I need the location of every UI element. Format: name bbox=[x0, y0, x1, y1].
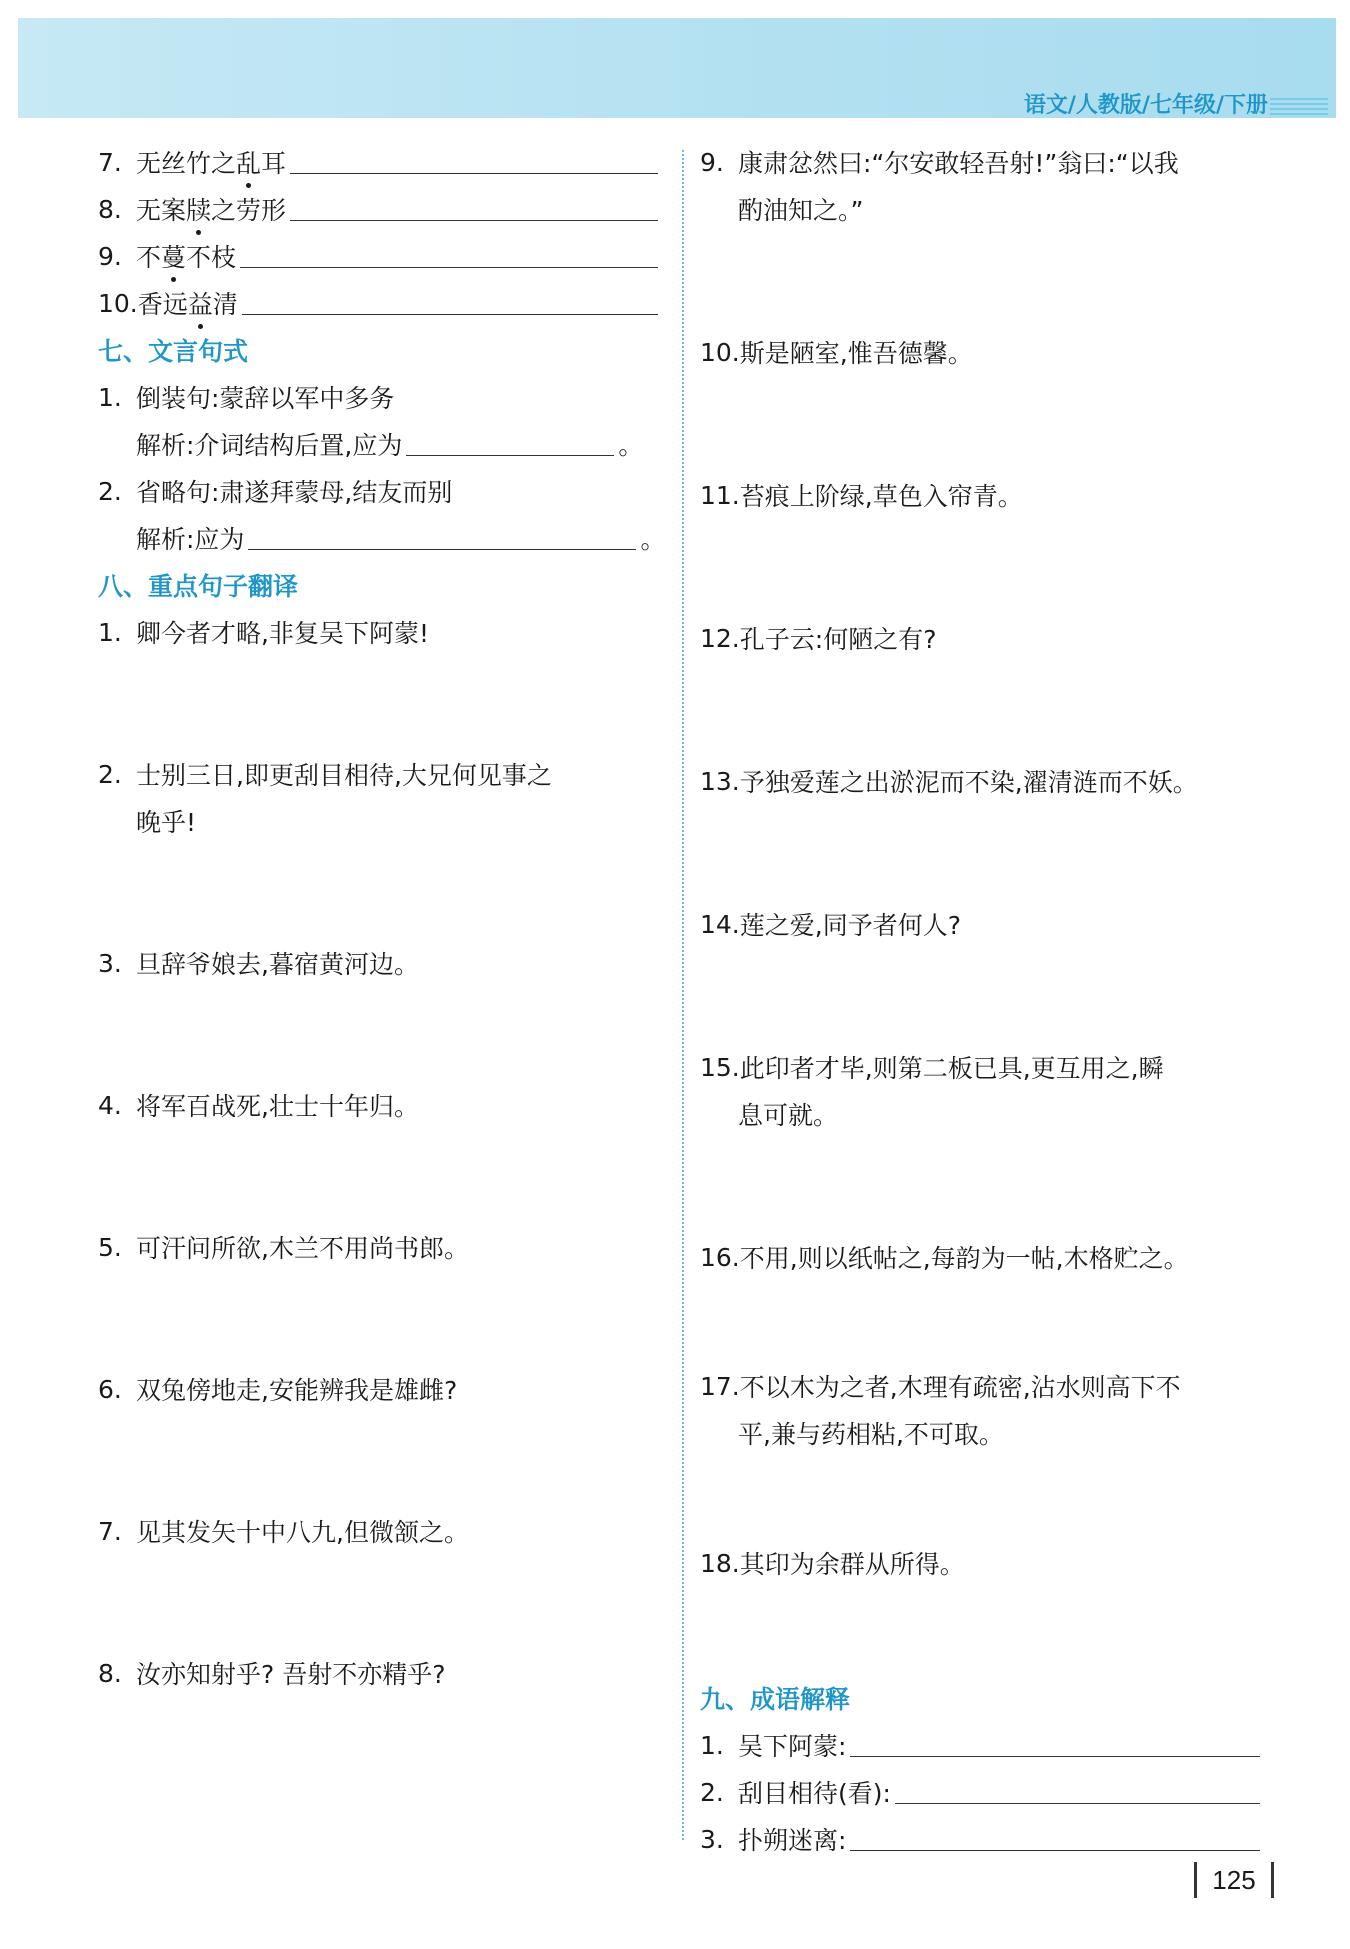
sentence-pattern-item: 1. 倒装句:蒙辞以军中多务 bbox=[98, 382, 395, 413]
answer-blank[interactable] bbox=[850, 1734, 1260, 1757]
translation-item: 6. 双兔傍地走,安能辨我是雄雌? bbox=[98, 1374, 458, 1405]
translation-item-continued: 息可就。 bbox=[738, 1101, 839, 1130]
translation-item: 9. 康肃忿然曰:“尔安敢轻吾射!”翁曰:“以我 bbox=[700, 147, 1179, 178]
translation-item: 10. 斯是陋室,惟吾德馨。 bbox=[700, 337, 973, 368]
answer-blank[interactable] bbox=[240, 245, 658, 268]
analysis-line: 解析:介词结构后置,应为 。 bbox=[136, 431, 644, 460]
translation-item: 15. 此印者才毕,则第二板已具,更互用之,瞬 bbox=[700, 1052, 1164, 1083]
translation-item: 12. 孔子云:何陋之有? bbox=[700, 623, 937, 654]
header-stripes bbox=[1270, 98, 1328, 116]
answer-blank[interactable] bbox=[895, 1781, 1260, 1804]
idiom-item: 2. 刮目相待(看): bbox=[700, 1772, 1260, 1812]
translation-item: 8. 汝亦知射乎? 吾射不亦精乎? bbox=[98, 1658, 446, 1689]
translation-item: 5. 可汗问所欲,木兰不用尚书郎。 bbox=[98, 1232, 469, 1263]
translation-item: 16. 不用,则以纸帖之,每韵为一帖,木格贮之。 bbox=[700, 1242, 1189, 1273]
section-heading-sentence-patterns: 七、文言句式 bbox=[98, 337, 249, 366]
translation-item: 14. 莲之爱,同予者何人? bbox=[700, 909, 961, 940]
answer-blank[interactable] bbox=[850, 1828, 1260, 1851]
page-number: 125 bbox=[1194, 1862, 1274, 1898]
column-divider bbox=[682, 150, 684, 1840]
translation-item: 17. 不以木为之者,木理有疏密,沾水则高下不 bbox=[700, 1371, 1181, 1402]
answer-blank[interactable] bbox=[248, 527, 636, 550]
vocab-item: 8. 无案 牍 之劳形 bbox=[98, 189, 658, 229]
idiom-item: 3. 扑朔迷离: bbox=[700, 1819, 1260, 1859]
section-heading-translation: 八、重点句子翻译 bbox=[98, 572, 299, 601]
translation-item: 1. 卿今者才略,非复吴下阿蒙! bbox=[98, 617, 429, 648]
answer-blank[interactable] bbox=[242, 292, 658, 315]
translation-item: 2. 士别三日,即更刮目相待,大兄何见事之 bbox=[98, 759, 552, 790]
analysis-line: 解析:应为 。 bbox=[136, 525, 666, 554]
sentence-pattern-item: 2. 省略句:肃遂拜蒙母,结友而别 bbox=[98, 476, 453, 507]
translation-item: 13. 予独爱莲之出淤泥而不染,濯清涟而不妖。 bbox=[700, 766, 1198, 797]
section-heading-idioms: 九、成语解释 bbox=[700, 1685, 851, 1714]
translation-item: 7. 见其发矢十中八九,但微颔之。 bbox=[98, 1516, 469, 1547]
translation-item: 11. 苔痕上阶绿,草色入帘青。 bbox=[700, 480, 1023, 511]
vocab-item: 7. 无丝竹之 乱 耳 bbox=[98, 142, 658, 182]
translation-item: 4. 将军百战死,壮士十年归。 bbox=[98, 1090, 419, 1121]
book-series-label: 语文/人教版/七年级/下册 bbox=[1023, 93, 1268, 118]
translation-item-continued: 平,兼与药相粘,不可取。 bbox=[738, 1420, 1004, 1449]
vocab-item: 10. 香远 益 清 bbox=[98, 283, 658, 323]
idiom-item: 1. 吴下阿蒙: bbox=[700, 1725, 1260, 1765]
answer-blank[interactable] bbox=[290, 198, 658, 221]
translation-item: 18. 其印为余群从所得。 bbox=[700, 1548, 965, 1579]
answer-blank[interactable] bbox=[290, 151, 658, 174]
vocab-item: 9. 不 蔓 不枝 bbox=[98, 236, 658, 276]
translation-item-continued: 晚乎! bbox=[136, 808, 197, 837]
answer-blank[interactable] bbox=[406, 433, 614, 456]
translation-item-continued: 酌油知之。” bbox=[738, 196, 864, 225]
translation-item: 3. 旦辞爷娘去,暮宿黄河边。 bbox=[98, 948, 419, 979]
